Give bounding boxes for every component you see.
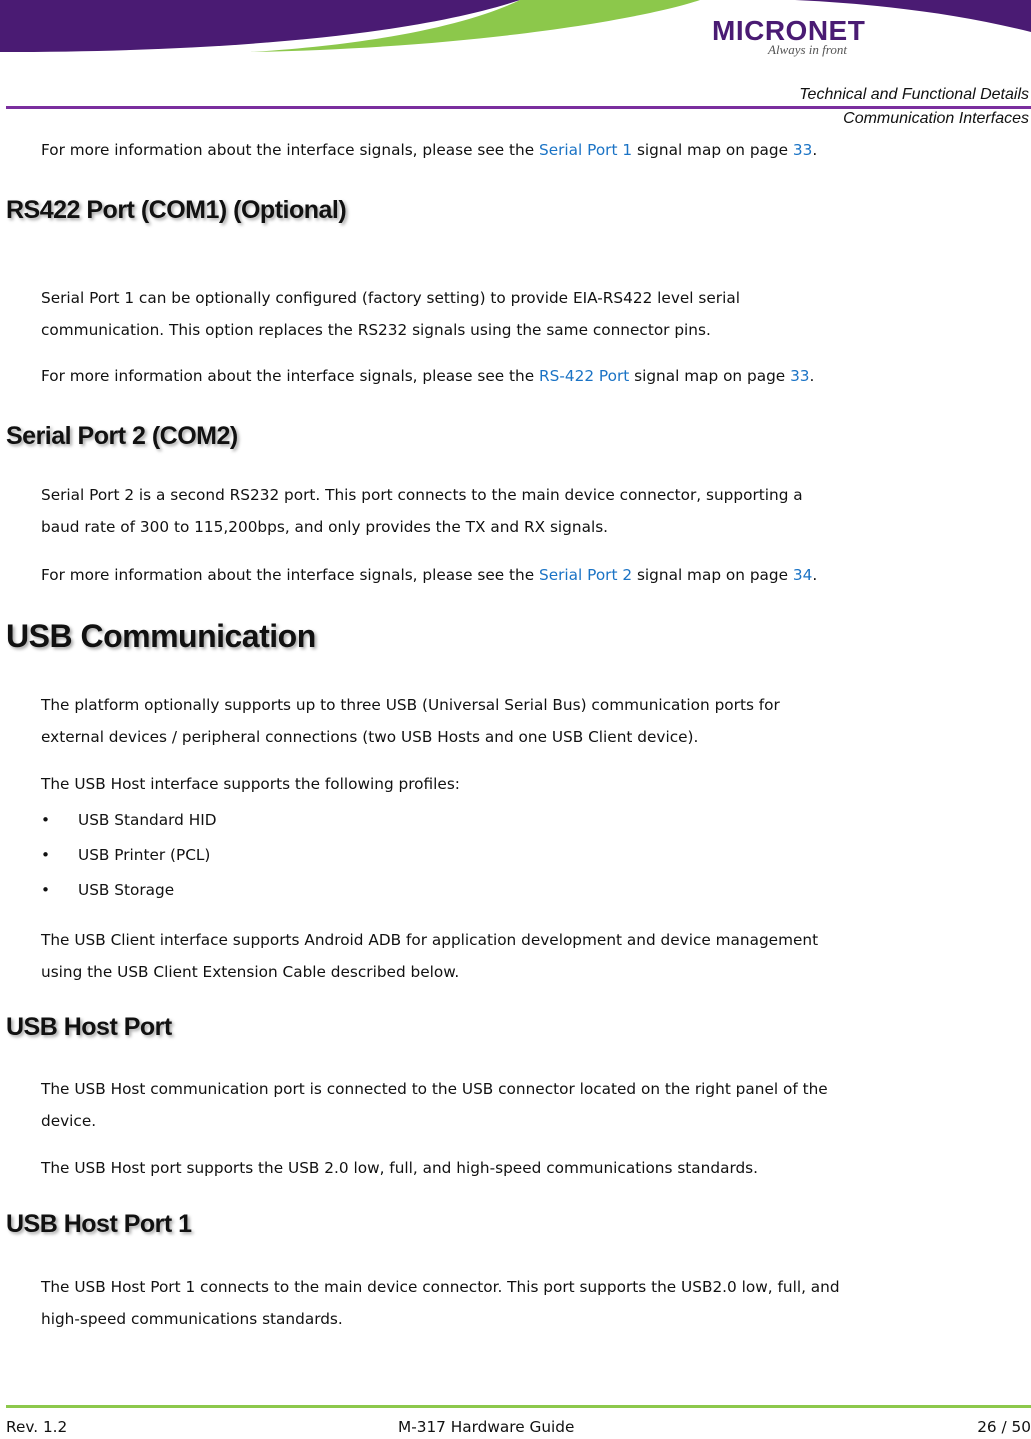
ref-text: For more information about the interface signals, please see the (41, 367, 539, 385)
ref-text: signal map on page (632, 566, 793, 584)
usb-host1-line1: The USB Host Port 1 connects to the main device connector. This port supports the USB2.0 low, full, and (41, 1278, 840, 1296)
list-item-text: USB Storage (78, 881, 175, 899)
header-subsection-title: Communication Interfaces (843, 110, 1029, 127)
usb-host-standards: The USB Host port supports the USB 2.0 low, full, and high-speed communications standards. (41, 1159, 759, 1177)
logo-wordmark: MICRONET (712, 15, 866, 46)
ref-text: For more information about the interface signals, please see the (41, 566, 539, 584)
logo-tagline: Always in front (768, 42, 847, 57)
usb-paragraph-line2: external devices / peripheral connections (two USB Hosts and one USB Client device). (41, 728, 699, 746)
heading-rs422: RS422 Port (COM1) (Optional) (6, 196, 347, 224)
usb-host1-line2: high-speed communications standards. (41, 1310, 343, 1328)
list-item-text: USB Printer (PCL) (78, 846, 211, 864)
heading-usb-communication: USB Communication (6, 618, 316, 654)
ref-text: signal map on page (632, 141, 793, 159)
heading-usb-host-port: USB Host Port (6, 1013, 172, 1041)
page-33-link[interactable]: 33 (792, 141, 813, 159)
serial2-paragraph-line2: baud rate of 300 to 115,200bps, and only provides the TX and RX signals. (41, 518, 609, 536)
usb-client-line2: using the USB Client Extension Cable described below. (41, 963, 460, 981)
page-33-link[interactable]: 33 (790, 367, 810, 385)
bullet-icon: • (41, 811, 51, 829)
bullet-icon: • (41, 846, 51, 864)
list-item-text: USB Standard HID (78, 811, 217, 829)
usb-paragraph-line1: The platform optionally supports up to three USB (Universal Serial Bus) communication ports for (41, 696, 780, 714)
footer-page-number: 26 / 50 (977, 1418, 1031, 1436)
heading-usb-host-port-1: USB Host Port 1 (6, 1210, 192, 1238)
ref-text: For more information about the interface signals, please see the (41, 141, 539, 159)
header-section-title: Technical and Functional Details (799, 86, 1029, 103)
footer-rule (6, 1405, 1031, 1408)
ref-text: signal map on page (629, 367, 791, 385)
rs422-port-link[interactable]: RS-422 Port (539, 367, 630, 385)
bullet-icon: • (41, 881, 51, 899)
rs422-paragraph-line2: communication. This option replaces the RS232 signals using the same connector pins. (41, 321, 711, 339)
usb-host-line1: The USB Host communication port is connected to the USB connector located on the right panel of the (41, 1080, 828, 1098)
serial1-reference (41, 136, 1031, 164)
footer-doc-title: M-317 Hardware Guide (398, 1418, 575, 1436)
rs422-reference (41, 362, 1031, 390)
usb-client-line1: The USB Client interface supports Android ADB for application development and device management (41, 931, 819, 949)
page-34-link[interactable]: 34 (792, 566, 813, 584)
heading-serial2: Serial Port 2 (COM2) (6, 422, 238, 450)
usb-profiles-intro: The USB Host interface supports the following profiles: (41, 775, 460, 793)
micronet-logo (712, 16, 892, 60)
serial-port-1-link[interactable]: Serial Port 1 (539, 141, 633, 159)
ref-text: . (809, 367, 815, 385)
rs422-paragraph-line1: Serial Port 1 can be optionally configured (factory setting) to provide EIA-RS422 level serial (41, 289, 740, 307)
serial2-paragraph-line1: Serial Port 2 is a second RS232 port. This port connects to the main device connector, supporting a (41, 486, 803, 504)
footer-revision: Rev. 1.2 (6, 1418, 68, 1436)
serial2-reference (41, 561, 1031, 589)
serial-port-2-link[interactable]: Serial Port 2 (539, 566, 633, 584)
usb-host-line2: device. (41, 1112, 97, 1130)
ref-text: . (812, 566, 818, 584)
ref-text: . (812, 141, 818, 159)
header-rule (6, 106, 1031, 109)
